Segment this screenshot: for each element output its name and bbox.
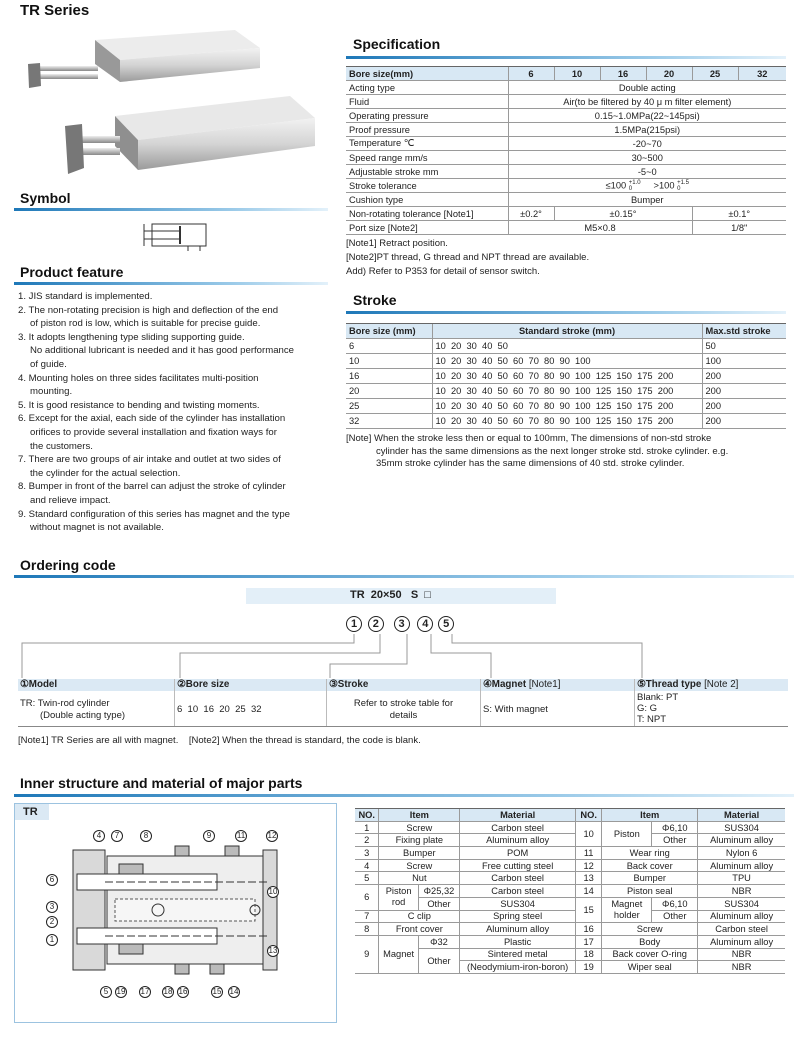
mat-no: 2: [355, 834, 379, 847]
stroke-max: 100: [702, 354, 786, 369]
cylinder-large: [65, 96, 315, 174]
tol-large: >100: [653, 179, 675, 190]
mat-material: Carbon steel: [698, 923, 785, 936]
callout-9: 9: [203, 830, 215, 842]
spec-note: Add) Refer to P353 for detail of sensor switch.: [346, 266, 540, 277]
material-row: [355, 859, 785, 872]
mat-no: 19: [576, 961, 602, 974]
stroke-header-cell: Max.std stroke: [702, 324, 786, 339]
feature-item: 8. Bumper in front of the barrel can adjust the stroke of cylinder: [18, 481, 286, 493]
inner-title: Inner structure and material of major parts: [20, 775, 303, 791]
ord-title: Model: [28, 679, 58, 690]
spec-row: [346, 193, 786, 207]
mat-item: Screw: [602, 923, 698, 936]
mat-item: Piston: [602, 821, 652, 846]
ord-title: Thread type: [645, 679, 702, 690]
spec-header-row: [346, 67, 786, 81]
callout-13: 13: [268, 946, 278, 955]
mat-no: 13: [576, 872, 602, 885]
feature-item: 5. It is good resistance to bending and twisting moments.: [18, 399, 260, 411]
stroke-note-line: cylinder has the same dimensions as the next longer stroke std. stroke cylinder. e.g.: [376, 445, 729, 457]
stroke-header-cell: Bore size (mm): [346, 324, 432, 339]
mat-header-cell: Item: [602, 809, 698, 822]
material-row: [355, 885, 785, 898]
mat-material: SUS304: [698, 897, 785, 910]
callout-18: 18: [163, 987, 173, 996]
mat-material: NBR: [698, 948, 785, 961]
mat-no: 14: [576, 885, 602, 898]
mat-sub: Φ25,32: [418, 885, 459, 898]
spec-value: M5×0.8: [508, 221, 692, 235]
feature-item: 7. There are two groups of air intake and outlet at two sides of: [18, 454, 281, 466]
stroke-title: Stroke: [353, 292, 397, 308]
spec-row: [346, 123, 786, 137]
spec-row: [346, 179, 786, 193]
stroke-max: 200: [702, 369, 786, 384]
mat-item: C clip: [379, 910, 460, 923]
ord-num: ③: [329, 679, 338, 690]
mat-no: 5: [355, 872, 379, 885]
mat-sub: Φ32: [418, 935, 459, 948]
callout-19: 19: [116, 987, 126, 996]
inner-underline: [14, 794, 794, 797]
spec-header-cell: Bore size(mm): [346, 67, 508, 81]
material-row: [355, 897, 785, 910]
mat-material: Aluminum alloy: [698, 935, 785, 948]
mat-header-cell: NO.: [355, 809, 379, 822]
callout-8: 8: [140, 830, 152, 842]
spec-value: -20~70: [508, 137, 786, 151]
mat-no: 18: [576, 948, 602, 961]
tol-large-lower: 0: [677, 185, 681, 192]
mat-item: Front cover: [379, 923, 460, 936]
material-row: [355, 910, 785, 923]
stroke-bore: 32: [346, 414, 432, 429]
stroke-bore: 20: [346, 384, 432, 399]
ordering-notes: [Note1] TR Series are all with magnet. [Note2] When the thread is standard, the code is blank.: [18, 735, 421, 746]
tol-small-lower: 0: [628, 185, 633, 192]
spec-label: Operating pressure: [346, 109, 508, 123]
stroke-row: [346, 414, 786, 429]
feature-item-cont: of guide.: [30, 358, 67, 370]
stroke-header-row: [346, 324, 786, 339]
mat-material: (Neodymium-iron-boron): [460, 961, 576, 974]
spec-row: [346, 81, 786, 95]
feature-item: 2. The non-rotating precision is high and deflection of the end: [18, 304, 279, 316]
ordering-col-model: [18, 679, 174, 722]
mat-item: Bumper: [379, 847, 460, 860]
mat-material: Carbon steel: [460, 872, 576, 885]
feature-item-cont: No additional lubricant is needed and it has good performance: [30, 345, 295, 357]
spec-value: Air(to be filtered by 40 μ m filter element): [508, 95, 786, 109]
mat-material: Spring steel: [460, 910, 576, 923]
callout-10: 10: [268, 887, 278, 896]
spec-header-cell: 25: [692, 67, 738, 81]
stroke-bore: 16: [346, 369, 432, 384]
ord-num: ②: [177, 679, 186, 690]
mat-item: Nut: [379, 872, 460, 885]
stroke-max: 50: [702, 339, 786, 354]
mat-item: Screw: [379, 859, 460, 872]
stroke-std: 10 20 30 40 50 60 70 80 90 100 125 150 175 200: [432, 399, 702, 414]
spec-label: Speed range mm/s: [346, 151, 508, 165]
spec-label: Temperature ℃: [346, 137, 508, 151]
spec-value: -5~0: [508, 165, 786, 179]
stroke-std: 10 20 30 40 50 60 70 80 90 100: [432, 354, 702, 369]
stroke-row: [346, 354, 786, 369]
code-circle-5: 5: [438, 616, 454, 632]
material-row: [355, 872, 785, 885]
spec-label: Port size [Note2]: [346, 221, 508, 235]
product-photo: [20, 28, 330, 178]
spec-row: [346, 207, 786, 221]
mat-material: SUS304: [698, 821, 785, 834]
mat-material: POM: [460, 847, 576, 860]
mat-sub: Other: [652, 910, 698, 923]
spec-title: Specification: [353, 36, 441, 52]
spec-header-cell: 10: [554, 67, 600, 81]
mat-material: Sintered metal: [460, 948, 576, 961]
code-circle-4: 4: [417, 616, 433, 632]
callout-3: 3: [46, 901, 58, 913]
ord-extra: [Note1]: [528, 679, 561, 690]
mat-no: 7: [355, 910, 379, 923]
tol-small-upper: +1.0: [628, 179, 641, 186]
ordering-col-magnet: [480, 679, 634, 727]
mat-material: Plastic: [460, 935, 576, 948]
spec-row: [346, 109, 786, 123]
ord-line: G: G: [637, 703, 658, 714]
mat-header-cell: Item: [379, 809, 460, 822]
mat-item: Piston seal: [602, 885, 698, 898]
mat-sub: Other: [418, 897, 459, 910]
mat-item: Back cover: [602, 859, 698, 872]
mat-item: Back cover O-ring: [602, 948, 698, 961]
stroke-bore: 25: [346, 399, 432, 414]
ord-title: Bore size: [185, 679, 230, 690]
callout-2: 2: [46, 916, 58, 928]
ord-line: 6 10 16 20 25 32: [177, 704, 262, 715]
stroke-note-line: 35mm stroke cylinder has the same dimensions of 40 std. stroke cylinder.: [376, 458, 685, 469]
ord-num: ⑤: [637, 679, 646, 690]
mat-item: Wear ring: [602, 847, 698, 860]
material-row: [355, 821, 785, 834]
tol-large-upper: +1.5: [677, 179, 689, 186]
mat-item: Magnet holder: [602, 897, 652, 922]
stroke-underline: [346, 311, 786, 314]
spec-row: [346, 221, 786, 235]
callout-16: 16: [178, 987, 188, 996]
inner-drawing-frame: [14, 803, 337, 1023]
symbol-underline: [14, 208, 328, 211]
spec-value: ±0.15°: [554, 207, 692, 221]
inner-drawing-label: TR: [15, 804, 49, 820]
mat-sub: Φ6,10: [652, 821, 698, 834]
stroke-std: 10 20 30 40 50 60 70 80 90 100 125 150 175 200: [432, 414, 702, 429]
spec-label: Fluid: [346, 95, 508, 109]
stroke-max: 200: [702, 414, 786, 429]
callout-15: 15: [212, 987, 222, 996]
stroke-bore: 6: [346, 339, 432, 354]
ord-line: details: [389, 710, 418, 721]
mat-material: SUS304: [460, 897, 576, 910]
mat-no: 17: [576, 935, 602, 948]
mat-material: Carbon steel: [460, 821, 576, 834]
mat-item: Screw: [379, 821, 460, 834]
spec-row: [346, 151, 786, 165]
symbol-title: Symbol: [20, 190, 71, 206]
callout-7: 7: [111, 830, 123, 842]
stroke-std: 10 20 30 40 50 60 70 80 90 100 125 150 175 200: [432, 384, 702, 399]
spec-row: [346, 137, 786, 151]
mat-sub: Other: [418, 948, 459, 973]
mat-material: NBR: [698, 961, 785, 974]
mat-item: Wiper seal: [602, 961, 698, 974]
mat-sub: Φ6,10: [652, 897, 698, 910]
mat-material: Free cutting steel: [460, 859, 576, 872]
ordering-col-stroke: [326, 679, 480, 727]
mat-material: Nylon 6: [698, 847, 785, 860]
mat-material: Aluminum alloy: [698, 834, 785, 847]
mat-no: 16: [576, 923, 602, 936]
ordering-bottom-rule: [18, 726, 788, 727]
feature-item: 1. JIS standard is implemented.: [18, 291, 153, 302]
mat-no: 6: [355, 885, 379, 910]
stroke-row: [346, 369, 786, 384]
mat-item: Bumper: [602, 872, 698, 885]
stroke-note-line: [Note] When the stroke less then or equal to 100mm, The dimensions of non-std stroke: [346, 433, 712, 444]
code-circle-2: 2: [368, 616, 384, 632]
spec-value: Double acting: [508, 81, 786, 95]
spec-label: Stroke tolerance: [346, 179, 508, 193]
code-circle-3: 3: [394, 616, 410, 632]
stroke-row: [346, 339, 786, 354]
mat-no: 12: [576, 859, 602, 872]
material-row: [355, 935, 785, 948]
spec-label: Proof pressure: [346, 123, 508, 137]
spec-value: 30~500: [508, 151, 786, 165]
mat-header-cell: Material: [698, 809, 785, 822]
mat-no: 10: [576, 821, 602, 846]
spec-note: [Note2]PT thread, G thread and NPT thread are available.: [346, 252, 590, 263]
ord-extra: [Note 2]: [704, 679, 739, 690]
mat-no: 1: [355, 821, 379, 834]
spec-value: 0.15~1.0MPa(22~145psi): [508, 109, 786, 123]
ord-line: (Double acting type): [40, 710, 126, 721]
material-row: [355, 923, 785, 936]
callout-14: 14: [229, 987, 239, 996]
mat-item: Magnet: [379, 935, 418, 973]
feature-underline: [14, 282, 328, 285]
stroke-std: 10 20 30 40 50 60 70 80 90 100 125 150 175 200: [432, 369, 702, 384]
spec-label: Acting type: [346, 81, 508, 95]
spec-row: [346, 95, 786, 109]
stroke-note: [346, 433, 786, 471]
ordering-code-box: [246, 588, 556, 604]
mat-item: Body: [602, 935, 698, 948]
code-circle-1: 1: [346, 616, 362, 632]
material-row: [355, 834, 785, 847]
feature-item: 3. It adopts lengthening type sliding supporting guide.: [18, 331, 245, 343]
tol-small: ≤100: [605, 179, 627, 190]
ord-line: Blank: PT: [637, 692, 679, 703]
mat-material: Aluminum alloy: [698, 859, 785, 872]
mat-material: Aluminum alloy: [460, 834, 576, 847]
spec-note: [Note1] Retract position.: [346, 238, 448, 249]
mat-header-cell: NO.: [576, 809, 602, 822]
spec-header-cell: 20: [646, 67, 692, 81]
ord-line: T: NPT: [637, 714, 667, 725]
ord-num: ①: [20, 679, 29, 690]
spec-value: ±0.2°: [508, 207, 554, 221]
feature-item: 4. Mounting holes on three sides facilitates multi-position: [18, 372, 259, 384]
ordering-title: Ordering code: [20, 557, 116, 573]
mat-no: 9: [355, 935, 379, 973]
material-row: [355, 847, 785, 860]
spec-value: Bumper: [508, 193, 786, 207]
mat-material: NBR: [698, 885, 785, 898]
feature-item-cont: mounting.: [30, 386, 73, 398]
callout-12: 12: [267, 831, 277, 840]
spec-value: ±0.1°: [692, 207, 786, 221]
feature-list: [18, 290, 338, 535]
ordering-col-bore: [174, 679, 326, 727]
feature-item-cont: of piston rod is low, which is suitable for precise guide.: [30, 318, 261, 330]
stroke-bore: 10: [346, 354, 432, 369]
feature-item-cont: without magnet is not available.: [30, 522, 164, 534]
ord-title: Magnet: [491, 679, 527, 690]
stroke-table: [346, 323, 786, 429]
spec-value: [508, 179, 786, 193]
ordering-col-thread: [634, 679, 788, 727]
ord-line: Refer to stroke table for: [353, 698, 454, 709]
spec-header-cell: 32: [738, 67, 786, 81]
spec-header-cell: 6: [508, 67, 554, 81]
stroke-row: [346, 384, 786, 399]
stroke-std: 10 20 30 40 50: [432, 339, 702, 354]
feature-item-cont: orifices to provide several installation and fixation ways for: [30, 426, 277, 438]
mat-no: 8: [355, 923, 379, 936]
material-table: [355, 808, 785, 974]
mat-sub: Other: [652, 834, 698, 847]
feature-item: 6. Except for the axial, each side of the cylinder has installation: [18, 413, 286, 425]
mat-no: 4: [355, 859, 379, 872]
stroke-row: [346, 399, 786, 414]
spec-header-cell: 16: [600, 67, 646, 81]
spec-label: Adjustable stroke mm: [346, 165, 508, 179]
cylinder-symbol: [142, 220, 212, 252]
mat-material: Aluminum alloy: [460, 923, 576, 936]
mat-header-cell: Material: [460, 809, 576, 822]
callout-17: 17: [140, 987, 150, 996]
ord-num: ④: [483, 679, 492, 690]
stroke-max: 200: [702, 399, 786, 414]
spec-value: 1/8": [692, 221, 786, 235]
callout-5: 5: [100, 986, 112, 998]
spec-label: Cushion type: [346, 193, 508, 207]
mat-material: Aluminum alloy: [698, 910, 785, 923]
spec-table: [346, 66, 786, 235]
ordering-code: TR 20×50 S □: [350, 589, 431, 601]
material-row: [355, 948, 785, 961]
ord-line: TR: Twin-rod cylinder: [20, 698, 110, 709]
feature-item-cont: the cylinder for the actual selection.: [30, 467, 181, 479]
callout-11: 11: [236, 831, 246, 840]
spec-value: 1.5MPa(215psi): [508, 123, 786, 137]
mat-no: 15: [576, 897, 602, 922]
mat-material: TPU: [698, 872, 785, 885]
ordering-underline: [14, 575, 794, 578]
ord-title: Stroke: [337, 679, 369, 690]
ordering-leaders: [0, 630, 800, 680]
spec-label: Non-rotating tolerance [Note1]: [346, 207, 508, 221]
cylinder-small: [28, 30, 260, 88]
spec-notes: [346, 237, 786, 279]
callout-1: 1: [46, 934, 58, 946]
spec-underline: [346, 56, 786, 59]
series-title: TR Series: [20, 2, 90, 19]
feature-item-cont: the customers.: [30, 440, 93, 452]
callout-4: 4: [93, 830, 105, 842]
mat-no: 11: [576, 847, 602, 860]
mat-item: Piston rod: [379, 885, 418, 910]
feature-item-cont: and relieve impact.: [30, 494, 111, 506]
material-header-row: [355, 809, 785, 822]
mat-material: Carbon steel: [460, 885, 576, 898]
stroke-header-cell: Standard stroke (mm): [432, 324, 702, 339]
mat-item: Fixing plate: [379, 834, 460, 847]
mat-no: 3: [355, 847, 379, 860]
feature-title: Product feature: [20, 264, 124, 280]
feature-item: 9. Standard configuration of this series has magnet and the type: [18, 508, 290, 520]
stroke-max: 200: [702, 384, 786, 399]
callout-6: 6: [46, 874, 58, 886]
spec-row: [346, 165, 786, 179]
ord-line: S: With magnet: [483, 704, 548, 715]
